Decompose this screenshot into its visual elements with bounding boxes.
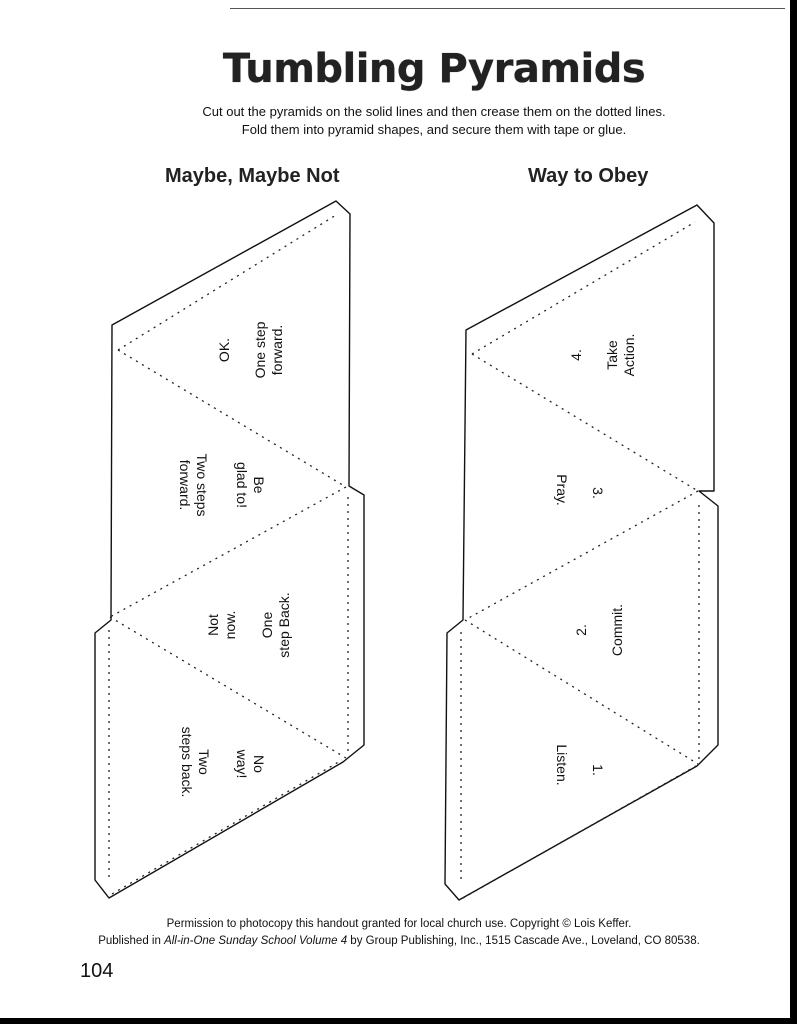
label-three: 3. (590, 487, 606, 499)
left-fold-upper-diagonal (118, 350, 346, 487)
label-be-glad-line2: glad to! (234, 462, 250, 508)
footer-publisher (0, 933, 798, 950)
footer-publisher-prefix: Published in (98, 935, 165, 947)
instructions-line-1: Cut out the pyramids on the solid lines and then crease them on the dotted lines. (202, 104, 666, 119)
footer-book-title: All-in-One Sunday School Volume 4 (164, 935, 348, 947)
label-two-steps-back-line2: steps back. (179, 726, 195, 798)
label-one-step-forward-line2: forward. (269, 324, 285, 376)
label-not-now-line2: now. (222, 610, 238, 640)
right-fold-upper-diagonal (472, 354, 698, 491)
right-fold-top-edge (472, 222, 695, 354)
footer (0, 916, 798, 950)
label-ok: OK. (216, 337, 232, 363)
left-fold-middle-diagonal (110, 487, 346, 617)
label-one-step-back-line1: One (259, 611, 275, 639)
label-two-steps-forward-line2: forward. (177, 459, 193, 511)
label-four: 4. (568, 349, 584, 361)
label-take-action-line1: Take (604, 340, 620, 370)
right-fold-lower-diagonal (465, 620, 698, 764)
left-pyramid-title: Maybe, Maybe Not (165, 165, 340, 187)
label-one-step-forward-line1: One step (252, 321, 268, 379)
label-not-now-line1: Not (205, 614, 221, 636)
label-commit: Commit. (609, 603, 625, 657)
label-two-steps-back-line1: Two (196, 749, 212, 775)
left-fold-bottom-edge (112, 760, 342, 894)
instructions-line-2: Fold them into pyramid shapes, and secure them with tape or glue. (241, 122, 627, 137)
label-pray: Pray. (554, 474, 570, 506)
label-listen: Listen. (554, 744, 570, 786)
footer-permission: Permission to photocopy this handout granted for local church use. Copyright © Lois Keffer. (166, 918, 632, 930)
label-one-step-back-line2: step Back. (276, 592, 292, 658)
label-two: 2. (573, 624, 589, 636)
page-title: Tumbling Pyramids (222, 46, 646, 92)
label-two-steps-forward-line1: Two steps (194, 453, 210, 517)
footer-publisher-suffix: by Group Publishing, Inc., 1515 Cascade Ave., Loveland, CO 80538. (347, 935, 700, 947)
right-fold-middle-diagonal (465, 491, 698, 620)
left-fold-top-edge (118, 215, 336, 350)
right-pyramid-outline (445, 205, 718, 900)
label-one: 1. (590, 764, 606, 776)
label-be-glad-line1: Be (251, 476, 267, 494)
label-take-action-line2: Action. (621, 333, 637, 377)
right-pyramid-title: Way to Obey (528, 165, 649, 187)
label-no-way-line2: way! (234, 749, 250, 779)
label-no-way-line1: No (251, 755, 267, 773)
page-number: 104 (80, 960, 114, 982)
left-pyramid-outline (95, 201, 364, 898)
